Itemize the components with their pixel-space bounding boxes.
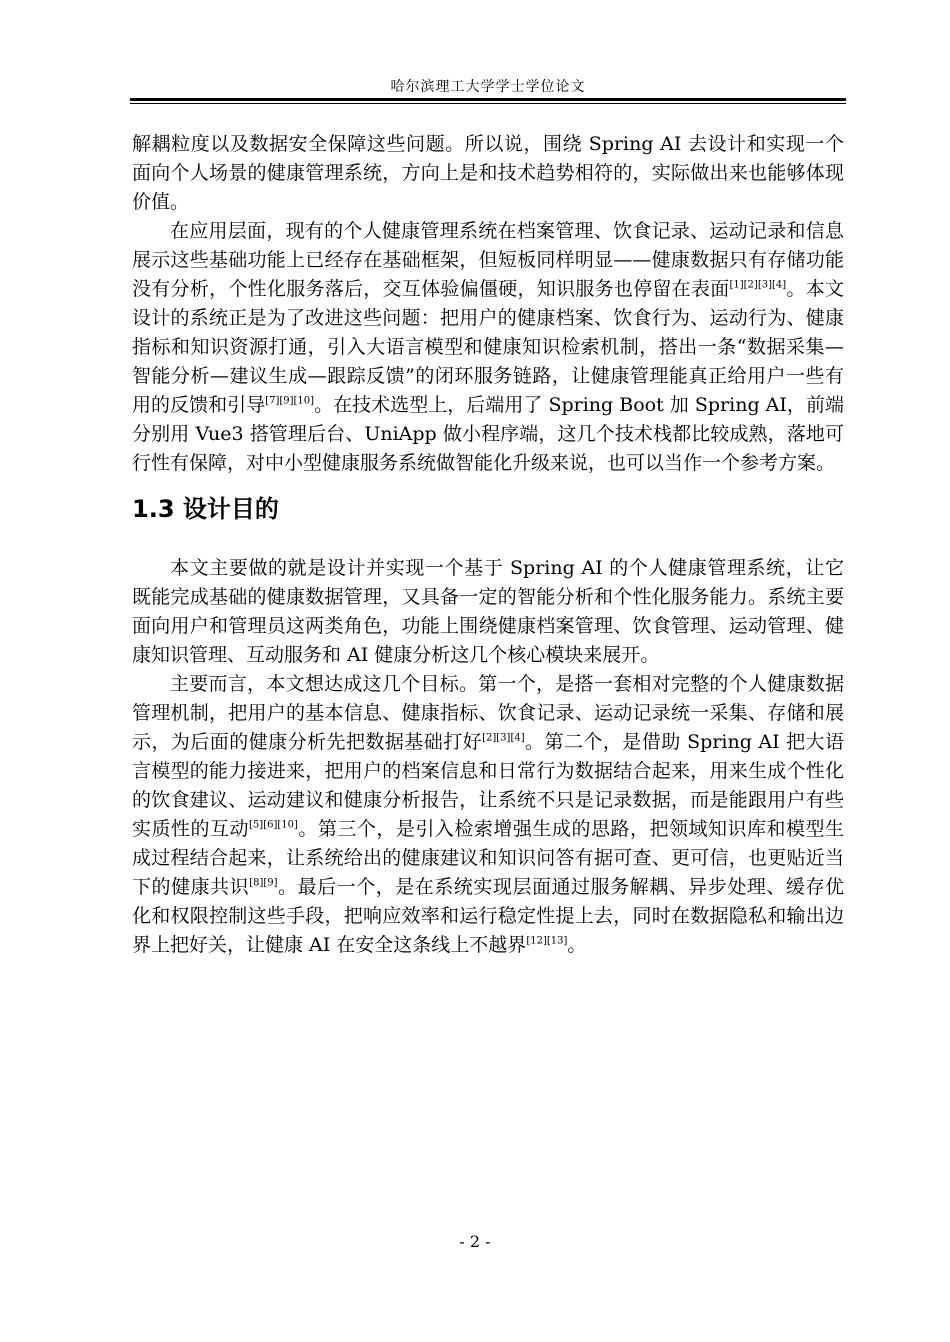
running-header-title: 哈尔滨理工大学学士学位论文: [390, 79, 586, 95]
body-text: [132, 130, 844, 960]
paragraph-continuation: 解耦粒度以及数据安全保障这些问题。所以说，围绕 Spring AI 去设计和实现一个面向个人场景的健康管理系统，方向上是和技术趋势相符的，实际做出来也能够体现价值。: [132, 133, 844, 213]
header-rule-thin: [130, 103, 846, 104]
paragraph-application: [132, 217, 844, 478]
paragraph-text: 。第二个，是借助 Spring AI 把大语言模型的能力接进来，把用户的档案信息和日常行为数据结合起来，用来生成个性化的饮食建议、运动建议和健康分析报告，让系统不只是记录数据，而是能跟用户有些实质性的互动: [132, 731, 844, 840]
citation: [8][9]: [249, 877, 278, 889]
paragraph-text: 。本文设计的系统正是为了改进这些问题：把用户的健康档案、饮食行为、运动行为、健康指标和知识资源打通，引入大语言模型和健康知识检索机制，搭出一条“数据采集—智能分析—建议生成—跟踪反馈”的闭环服务链路，让健康管理能真正给用户一些有用的反馈和引导: [132, 278, 844, 416]
citation: [2][3][4]: [482, 732, 525, 744]
citation: [12][13]: [526, 935, 568, 947]
paragraph-text: 。第三个，是引入检索增强生成的思路，把领域知识库和模型生成过程结合起来，让系统给出的健康建议和知识问答有据可查、更可信，也更贴近当下的健康共识: [132, 818, 844, 898]
citation: [5][6][10]: [249, 819, 298, 831]
paragraph-text: 主要而言，本文想达成这几个目标。第一个，是搭一套相对完整的个人健康数据管理机制，把用户的基本信息、健康指标、饮食记录、运动记录统一采集、存储和展示，为后面的健康分析先把数据基础打好: [132, 673, 844, 753]
header-rule-thick: [130, 98, 846, 101]
citation: [7][9][10]: [265, 395, 315, 407]
citation: [1][2][3][4]: [729, 279, 787, 291]
paragraph-text: 在应用层面，现有的个人健康管理系统在档案管理、饮食记录、运动记录和信息展示这些基础功能上已经存在基础框架，但短板同样明显——健康数据只有存储功能没有分析，个性化服务落后，交互体验偏僵硬，知识服务也停留在表面: [132, 220, 844, 300]
paragraph-text: 。最后一个，是在系统实现层面通过服务解耦、异步处理、缓存优化和权限控制这些手段，把响应效率和运行稳定性提上去，同时在数据隐私和输出边界上把好关，让健康 AI 在安全这条线上不越界: [132, 876, 844, 956]
page-number: - 2 -: [459, 1232, 491, 1251]
paragraph-text: 。: [567, 934, 587, 956]
paragraph-purpose: 本文主要做的就是设计并实现一个基于 Spring AI 的个人健康管理系统，让它既能完成基础的健康数据管理，又具备一定的智能分析和个性化服务能力。系统主要面向用户和管理员这两类角色，功能上围绕健康档案管理、饮食管理、运动管理、健康知识管理、互动服务和 AI 健康分析这几个核心模块来展开。: [132, 557, 844, 666]
paragraph-text: 。在技术选型上，后端用了 Spring Boot 加 Spring AI，前端分别用 Vue3 搭管理后台、UniApp 做小程序端，这几个技术栈都比较成熟，落地可行性有保障，对中小型健康服务系统做智能化升级来说，也可以当作一个参考方案。: [132, 394, 844, 474]
section-heading: 1.3 设计目的: [132, 495, 279, 523]
paragraph-goals: [132, 670, 844, 960]
